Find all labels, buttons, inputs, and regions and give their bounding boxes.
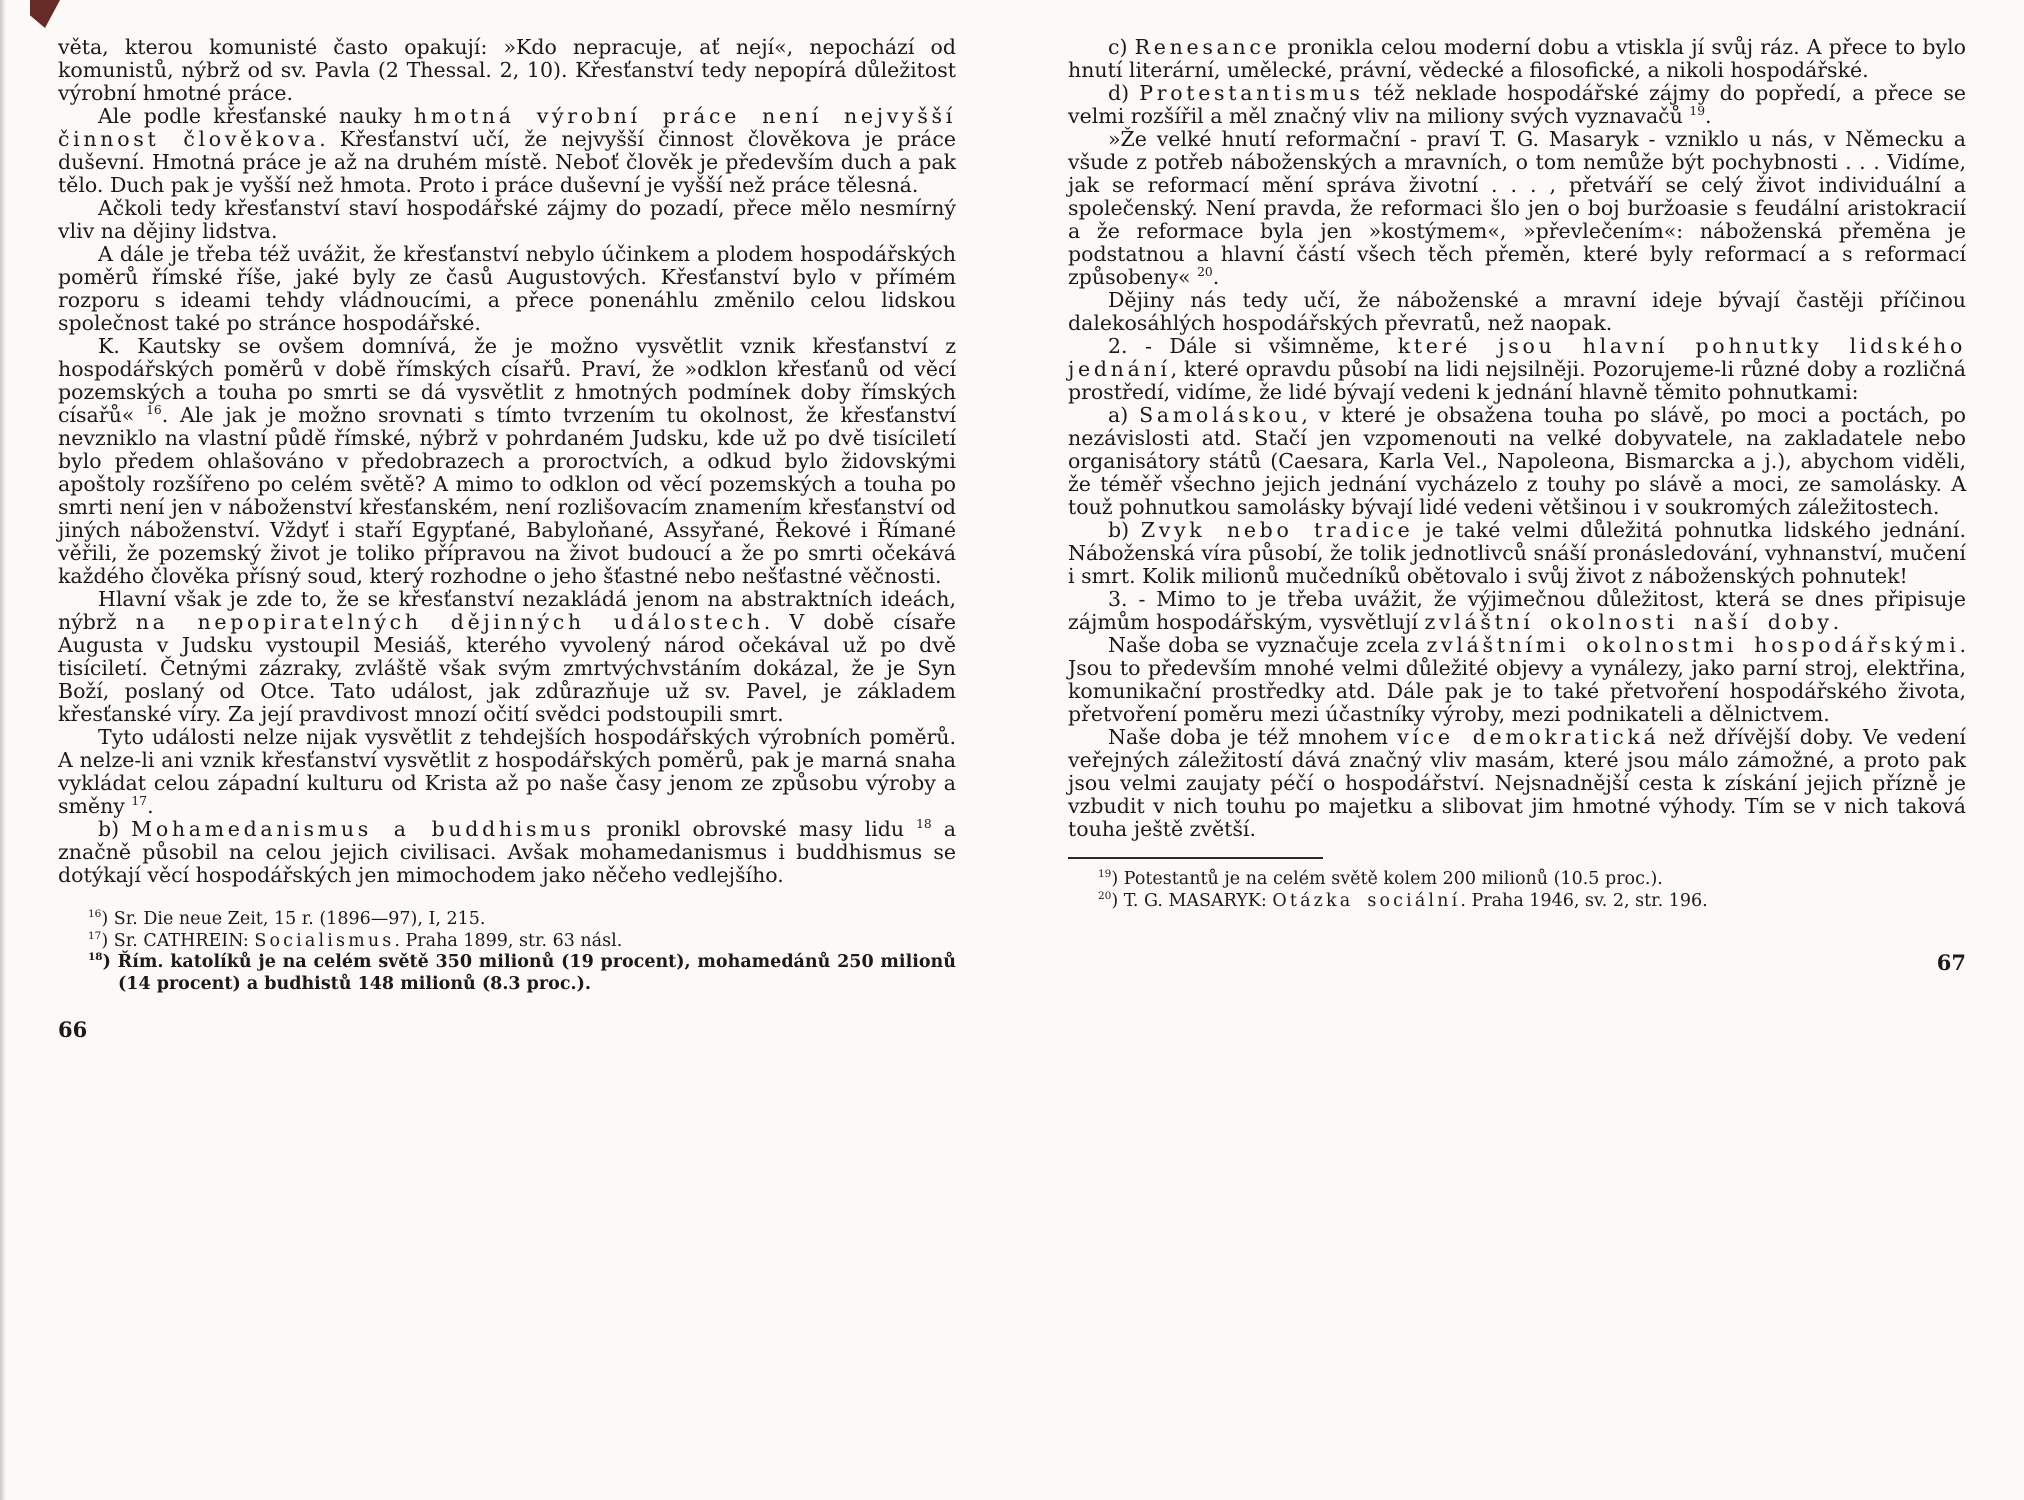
footnotes: [1068, 869, 1966, 912]
text-run: Hlavní však je zde to, že se křesťanství nezakládá jenom na abstraktních ideách, nýbrž: [58, 587, 956, 634]
text-run: b): [1108, 518, 1141, 542]
paragraph: [1068, 82, 1966, 128]
paragraph: [58, 726, 956, 818]
footnote-ref: 20: [1098, 889, 1112, 902]
spaced-emphasis: Socialismus: [254, 930, 395, 951]
text-run: c): [1108, 35, 1135, 59]
paragraph: [1068, 128, 1966, 289]
spaced-emphasis: které jsou hlavní pohnutky lidského jednání: [1068, 334, 1966, 381]
text-run: .: [147, 794, 154, 818]
text-run: .: [1212, 265, 1220, 289]
footnote-rule: [1068, 857, 1323, 859]
paragraph: [58, 588, 956, 726]
footnote-ref: 17: [131, 794, 148, 809]
footnote-ref: 16: [146, 403, 162, 418]
footnote-ref: 16: [88, 908, 102, 921]
spaced-emphasis: Zvyk nebo tradice: [1140, 518, 1414, 542]
paragraph: [1068, 519, 1966, 588]
paragraph: [58, 36, 956, 105]
page-number: 67: [1936, 950, 1966, 975]
text-run: K. Kautsky se ovšem domnívá, že je možno vysvětlit vznik křesťanství z hospodářských poměrů v době římských císařů. Praví, že »odklon křesťanů od věcí pozemských a touha po smrti se dá vysvětlit z hmotných podmínek doby římských císařů«: [58, 334, 956, 427]
spaced-emphasis: Renesance: [1134, 35, 1281, 59]
text-run: ) Potestantů je na celém světě kolem 200 milionů (10.5 proc.).: [1111, 869, 1663, 889]
text-run: Ačkoli tedy křesťanství staví hospodářské zájmy do pozadí, přece mělo nesmírný vliv na dějiny lidstva.: [58, 196, 956, 243]
text-run: . Praha 1899, str. 63 násl.: [394, 930, 623, 951]
footnotes: [58, 909, 956, 995]
footnote-ref: 19: [1689, 104, 1706, 119]
footnote-ref: 19: [1098, 868, 1112, 881]
text-run: .: [1705, 104, 1712, 128]
footnote: [58, 952, 956, 995]
spaced-emphasis: na nepopiratelných dějinných událostech: [135, 610, 764, 634]
spaced-emphasis: zvláštními okolnostmi hospodářskými: [1426, 633, 1960, 657]
text-run: Dějiny nás tedy učí, že náboženské a mravní ideje bývají častěji příčinou dalekosáhlých hospodářských převratů, než naopak.: [1068, 288, 1966, 335]
text-run: Naše doba se vyznačuje zcela: [1108, 633, 1427, 657]
paragraph: [1068, 634, 1966, 726]
text-run: pronikla celou moderní dobu a vtiskla jí svůj ráz. A přece to bylo hnutí literární, umělecké, právní, vědecké a filosofické, a nikoli hospodářské.: [1068, 35, 1966, 82]
text-run: též neklade hospodářské zájmy do popředí, a přece se velmi rozšířil a měl značný vliv na miliony svých vyznavačů: [1068, 81, 1966, 128]
footnote: [1068, 891, 1966, 913]
paragraph: [58, 105, 956, 197]
text-run: 3. - Mimo to je třeba uvážit, že výjimečnou důležitost, která se dnes připisuje zájmům hospodářským, vysvětlují: [1068, 587, 1966, 634]
text-run: b): [98, 817, 132, 841]
text-run: d): [1108, 81, 1140, 105]
spaced-emphasis: hmotná výrobní práce není nejvyšší činnost člověkova: [58, 104, 956, 151]
text-run: ) Řím. katolíků je na celém světě 350 milionů (19 procent), mohamedánů 250 milionů (14 procent) a budhistů 148 milionů (8.3 proc.).: [102, 952, 956, 994]
spaced-emphasis: Otázka sociální: [1272, 890, 1461, 911]
text-run: Tyto události nelze nijak vysvětlit z tehdejších hospodářských výrobních poměrů. A nelze-li ani vznik křesťanství vysvětlit z hospodářských poměrů, pak je marná snaha vykládat celou západní kulturu od Krista až po naše časy jenom ze způsobu výroby a směny: [58, 725, 956, 818]
paragraph: [58, 197, 956, 243]
paragraph: [58, 243, 956, 335]
text-run: a značně působil na celou jejich civilisaci. Avšak mohamedanismus i buddhismus se dotýkají věcí hospodářských jen mimochodem jako něčeho vedlejšího.: [58, 817, 957, 887]
text-run: . V době císaře Augusta v Judsku vystoupil Mesiáš, kterého vyvolený národ očekával už po dvě tisíciletí. Četnými zázraky, zvláště však svým zmrtvýchvstáním dokázal, že je Syn Boží, poslaný od Otce. Tato událost, jak zdůrazňuje už sv. Pavel, je základem křesťanské víry. Za její pravdivost mnozí očití svědci podstoupili smrt.: [58, 610, 956, 726]
footnote-ref: 17: [88, 929, 102, 942]
text-run: , které opravdu působí na lidi nejsilněji. Pozorujeme-li různé doby a rozličná prostředí, vidíme, že lidé bývají vedeni k jednání hlavně těmito pohnutkami:: [1068, 357, 1966, 404]
footnote-ref: 18: [88, 951, 103, 964]
paragraph: [58, 335, 956, 588]
footnote-ref: 18: [916, 817, 932, 832]
paragraph: [1068, 335, 1966, 404]
spaced-emphasis: zvláštní okolnosti naší doby: [1424, 610, 1833, 634]
page-body: [1068, 36, 1966, 841]
footnote: [58, 909, 956, 931]
footnote: [1068, 869, 1966, 891]
text-run: ) Sr. CATHREIN:: [101, 930, 255, 951]
text-run: . Jsou to především mnohé velmi důležité objevy a vynálezy, jako parní stroj, elektřina, komunikační prostředky atd. Dále pak je to také přetvoření hospodářského života, přetvoření poměru mezi účastníky výroby, mezi podnikateli a dělnictvem.: [1068, 633, 1967, 726]
text-run: věta, kterou komunisté často opakují: »Kdo nepracuje, ať nejí«, nepochází od komunistů, nýbrž od sv. Pavla (2 Thessal. 2, 10). Křesťanství tedy nepopírá důležitost výrobní hmotné práce.: [58, 35, 956, 105]
spaced-emphasis: Protestantismus: [1139, 81, 1364, 105]
text-run: než dřívější doby. Ve vedení veřejných záležitostí dává značný vliv masám, které jsou málo zámožné, a proto pak jsou velmi zaujaty péčí o hospodářství. Nejsnadnější cesta k získání jejich přízně je vzbudit v nich touhu po majetku a slibovat jim hmotné výhody. Tím se v nich taková touha ještě zvětší.: [1068, 725, 1966, 841]
footnote-ref: 20: [1197, 265, 1213, 280]
paragraph: [1068, 289, 1966, 335]
text-run: . Křesťanství učí, že nejvyšší činnost člověkova je práce duševní. Hmotná práce je až na druhém místě. Neboť člověk je především duch a pak tělo. Duch pak je vyšší než hmota. Proto i práce duševní je vyšší než práce tělesná.: [58, 127, 956, 197]
text-run: »Že velké hnutí reformační - praví T. G. Masaryk - vzniklo u nás, v Německu a všude z potřeb náboženských a mravních, o tom nemůže být pochybnosti . . . Vidíme, jak se reformací mění správa životní . . . , přetváří se celý život individuální a společenský. Není pravda, že reformaci šlo jen o boj buržoasie s feudální aristokracií a že reformace byla jen »kostýmem«, »převlečením«: náboženská přeměna je podstatnou a hlavní částí všech těch přeměn, které byly reformací a s reformací způsobeny«: [1068, 127, 1966, 289]
spaced-emphasis: více demokratická: [1397, 725, 1660, 749]
paragraph: [1068, 726, 1966, 841]
page-number: 66: [58, 1017, 88, 1042]
text-run: Naše doba je též mnohem: [1108, 725, 1398, 749]
text-run: Ale podle křesťanské nauky: [98, 104, 414, 128]
paragraph: [58, 818, 956, 887]
paragraph: [1068, 588, 1966, 634]
text-run: . Ale jak je možno srovnati s tímto tvrzením tu okolnost, že křesťanství nevzniklo na vlastní půdě římské, nýbrž v pohrdaném Judsku, kde už po dvě tisíciletí bylo předem ohlašováno v předobrazech a proroctvích, a odkud bylo židovskými apoštoly rozšířeno po celém světě? A mimo to odklon od věcí pozemských a touha po smrti není jen v náboženství křesťanském, není rozlišovacím znamením křesťanství od jiných náboženství. Vždyť i staří Egypťané, Babyloňané, Assyřané, Řekové i Římané věřili, že pozemský život je toliko přípravou na život budoucí a že po smrti očekává každého člověka přísný soud, který rozhodne o jeho šťastné nebo nešťastné věčnosti.: [58, 403, 956, 588]
paragraph: [1068, 36, 1966, 82]
text-run: .: [1832, 610, 1840, 634]
footnote: [58, 931, 956, 953]
text-run: pronikl obrovské masy lidu: [594, 817, 917, 841]
text-run: a): [1108, 403, 1140, 427]
text-run: , v které je obsažena touha po slávě, po moci a poctách, po nezávislosti atd. Stačí jen vzpomenouti na velké dobyvatele, na zakladatele nebo organisátory států (Caesara, Karla Vel., Napoleona, Bismarcka a j.), abychom viděli, že téměř všechno jejich jednání vycházelo z touhy po slávě a moci, ze samolásky. A touž pohnutkou samolásky bývají lidé vedeni většinou i v soukromých záležitostech.: [1068, 403, 1966, 519]
paragraph: [1068, 404, 1966, 519]
text-run: ) Sr. Die neue Zeit, 15 r. (1896—97), I, 215.: [101, 909, 486, 929]
spaced-emphasis: Samoláskou: [1139, 403, 1302, 427]
text-run: . Praha 1946, sv. 2, str. 196.: [1460, 890, 1708, 911]
text-run: A dále je třeba též uvážit, že křesťanství nebylo účinkem a plodem hospodářských poměrů římské říše, jaké byly ze časů Augustových. Křesťanství bylo v přímém rozporu s ideami tehdy vládnoucími, a přece ponenáhlu změnilo celou lidskou společnost také po stránce hospodářské.: [58, 242, 956, 335]
page-body: [58, 36, 956, 887]
page-right: [1068, 36, 1966, 1500]
page-left: [58, 36, 956, 1500]
text-run: 2. - Dále si všimněme,: [1108, 334, 1398, 358]
spaced-emphasis: Mohamedanismus a buddhismus: [131, 817, 595, 841]
text-run: ) T. G. MASARYK:: [1111, 890, 1273, 911]
scan-edge-shade: [0, 0, 6, 1500]
text-run: je také velmi důležitá pohnutka lidského jednání. Náboženská víra působí, že tolik jednotlivců snáší pronásledování, vyhnanství, mučení i smrt. Kolik milionů mučedníků obětovalo i svůj život z náboženských pohnutek!: [1068, 518, 1967, 588]
